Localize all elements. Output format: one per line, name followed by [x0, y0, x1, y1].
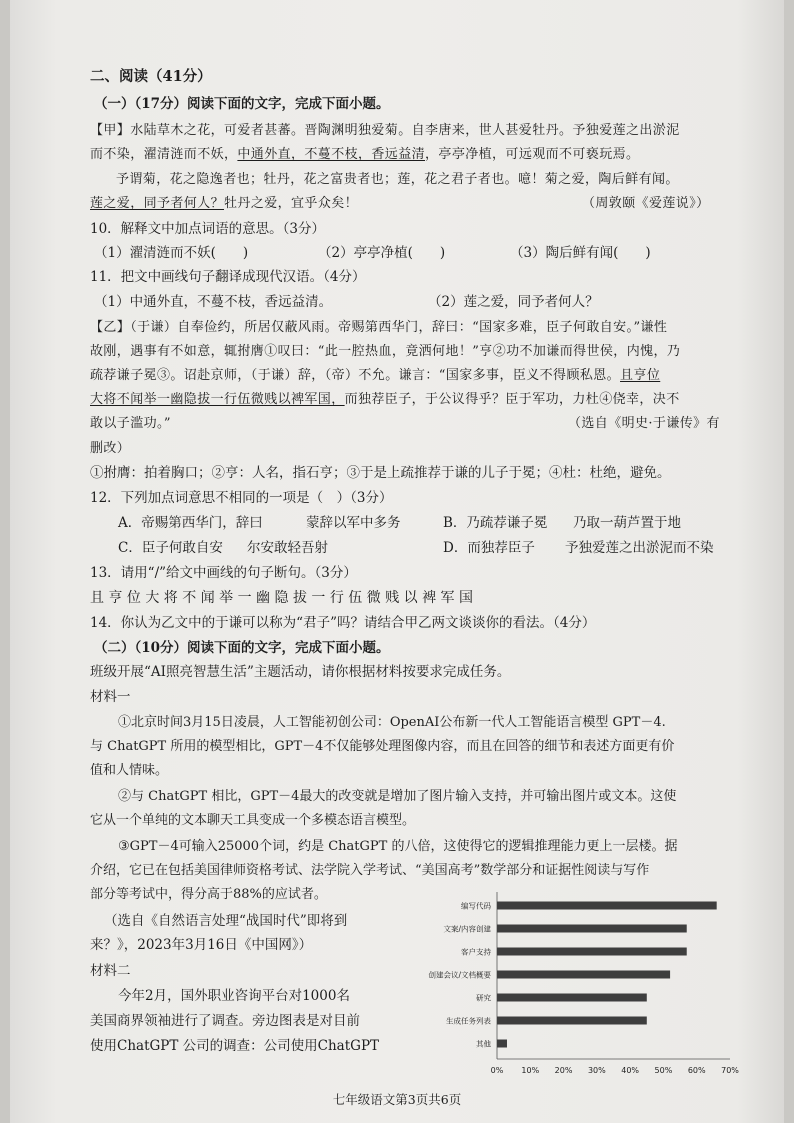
- yi-line-5: 敢以子滥功。”: [90, 416, 171, 431]
- m1-p1-line-3: 值和人情味。: [90, 763, 169, 778]
- yi-line-6: 删改）: [90, 441, 131, 456]
- usage-bar-chart: [405, 888, 750, 1073]
- yi-line-4: 大将不闻举一幽隐拔一行伍微贱以裨军国，而独荐臣子，于公议得乎？臣于军功，力杜④侥幸，决不: [90, 392, 680, 407]
- q12-option-c-2: 尔安敢轻吾射: [247, 540, 328, 556]
- m1-p2-line-1: ②与 ChatGPT 相比，GPT－4最大的改变就是增加了图片输入支持，并可输出图片或文本。这使: [118, 789, 677, 804]
- q11-item-2: （2）莲之爱，同予者何人？: [428, 294, 599, 310]
- m1-p3-line-2: 介绍，它已在包括美国律师资格考试、法学院入学考试、“美国高考”数学部分和证据性阅读与写作: [90, 863, 650, 878]
- chart-bar: [497, 1017, 647, 1025]
- page-footer: 七年级语文第3页共6页: [332, 1092, 462, 1107]
- q10-item-3: （3）陶后鲜有闻( ): [510, 245, 651, 261]
- jia-underlined-sentence-1: 中通外直，不蔓不枝，香远益清: [237, 147, 426, 162]
- question-14: 14．你认为乙文中的于谦可以称为“君子”吗？请结合甲乙两文谈谈你的看法。（4分）: [90, 615, 596, 631]
- q10-item-1: （1）濯清涟而不妖( ): [94, 245, 249, 261]
- q12-option-d-2: 予独爱莲之出淤泥而不染: [565, 540, 714, 556]
- m1-p2-line-2: 它从一个单纯的文本聊天工具变成一个多模态语言模型。: [90, 813, 416, 828]
- m1-p1-line-2: 与 ChatGPT 所用的模型相比，GPT－4不仅能够处理图像内容，而且在回答的细节和表述方面更有价: [90, 739, 675, 754]
- jia-line-1: 【甲】水陆草木之花，可爱者甚蕃。晋陶渊明独爱菊。自李唐来，世人甚爱牡丹。予独爱莲之出淤泥: [90, 123, 680, 138]
- m1-p3-line-3: 部分等考试中，得分高于88%的应试者。: [90, 887, 327, 902]
- q13-sentence: 且 亨 位 大 将 不 闻 举 一 幽 隐 拔 一 行 伍 微 贱 以 裨 军 国: [90, 590, 474, 606]
- m2-line-3: 使用ChatGPT 公司的调查：公司使用ChatGPT: [90, 1038, 380, 1054]
- q12-option-a-2: 蒙辞以军中多务: [306, 515, 401, 531]
- m1-p3-line-1: ③GPT－4可输入25000个词，约是 ChatGPT 的八倍，这使得它的逻辑推理能力更上一层楼。据: [118, 839, 678, 854]
- chart-category-label: 客户支持: [461, 947, 491, 957]
- yi-underlined-start: 且亨位: [620, 368, 661, 383]
- part2-intro: 班级开展“AI照亮智慧生活”主题活动，请你根据材料按要求完成任务。: [90, 664, 511, 680]
- question-12: 12．下列加点词意思不相同的一项是（ ）（3分）: [90, 490, 393, 506]
- jia-line-2: 而不染，濯清涟而不妖，中通外直，不蔓不枝，香远益清，亭亭净植，可远观而不可亵玩焉。: [90, 147, 640, 162]
- chart-bar: [497, 971, 670, 979]
- chart-bar: [497, 948, 687, 956]
- chart-bar: [497, 1040, 507, 1048]
- jia-line-4: 莲之爱，同予者何人？牡丹之爱，宜乎众矣！: [90, 196, 359, 211]
- q12-option-d-1: D．而独荐臣子: [443, 540, 535, 556]
- question-13: 13．请用“/”给文中画线的句子断句。（3分）: [90, 565, 357, 581]
- chart-category-label: 研究: [476, 993, 491, 1003]
- m1-source-line-1: （选自《自然语言处理“战国时代”即将到: [104, 913, 348, 929]
- chart-bar: [497, 902, 717, 910]
- chart-category-label: 编写代码: [461, 901, 491, 911]
- question-10: 10．解释文中加点词语的意思。（3分）: [90, 221, 326, 237]
- chart-x-tick-label: 30%: [587, 1066, 606, 1073]
- chart-category-label: 生成任务列表: [446, 1016, 491, 1026]
- material-1-title: 材料一: [90, 689, 131, 705]
- part2-heading: （二）（10分）阅读下面的文字，完成下面小题。: [94, 640, 390, 656]
- m2-line-1: 今年2月，国外职业咨询平台对1000名: [118, 988, 350, 1004]
- annotations: ①拊膺：拍着胸口；②亨：人名，指石亨；③于是上疏推荐于谦的儿子于冕；④杜：杜绝，避免。: [90, 465, 671, 481]
- yi-underlined-sentence: 大将不闻举一幽隐拔一行伍微贱以裨军国，: [90, 392, 345, 407]
- chart-x-tick-label: 0%: [490, 1066, 504, 1073]
- yi-source: （选自《明史·于谦传》有: [568, 416, 720, 431]
- chart-x-tick-label: 50%: [654, 1066, 673, 1073]
- chart-category-label: 文案/内容创建: [443, 924, 491, 934]
- m1-source-line-2: 来？》，2023年3月16日《中国网》）: [90, 937, 313, 953]
- chart-bar: [497, 994, 647, 1002]
- m1-p1-line-1: ①北京时间3月15日凌晨，人工智能初创公司：OpenAI公布新一代人工智能语言模型 GPT－4.: [118, 715, 666, 730]
- yi-line-2: 故刚，遇事有不如意，辄拊膺①叹曰：“此一腔热血，竟洒何地！”亨②功不加谦而得世侯，内愧，乃: [90, 344, 681, 359]
- q10-item-2: （2）亭亭净植( ): [318, 245, 446, 261]
- section-title: 二、阅读（41分）: [90, 68, 212, 85]
- part1-heading: （一）（17分）阅读下面的文字，完成下面小题。: [94, 96, 390, 112]
- chart-bar: [497, 925, 687, 933]
- q12-option-b-2: 乃取一葫芦置于地: [573, 515, 681, 531]
- q12-option-b-1: B．乃疏荐谦子冕: [443, 515, 548, 531]
- yi-line-1: 【乙】（于谦）自奉俭约，所居仅蔽风雨。帝赐第西华门，辞曰：“国家多难，臣子何敢自安。”谦性: [90, 320, 668, 335]
- yi-line-3: 疏荐谦子冕③。诏赴京师，（于谦）辞，（帝）不允。谦言：“国家多事，臣义不得顾私恩。且亨位: [90, 368, 661, 383]
- chart-category-label: 其他: [476, 1039, 491, 1049]
- material-2-title: 材料二: [90, 963, 131, 979]
- chart-x-tick-label: 20%: [554, 1066, 573, 1073]
- jia-line-3: 予谓菊，花之隐逸者也；牡丹，花之富贵者也；莲，花之君子者也。噫！菊之爱，陶后鲜有闻。: [116, 172, 679, 187]
- question-11: 11．把文中画线句子翻译成现代汉语。（4分）: [90, 269, 366, 285]
- chart-x-tick-label: 60%: [687, 1066, 706, 1073]
- m2-line-2: 美国商界领袖进行了调查。旁边图表是对目前: [90, 1013, 360, 1029]
- q12-option-c-1: C．臣子何敢自安: [118, 540, 223, 556]
- chart-x-tick-label: 70%: [721, 1066, 739, 1073]
- jia-underlined-sentence-2: 莲之爱，同予者何人？: [90, 196, 225, 211]
- q12-option-a-1: A．帝赐第西华门，辞曰: [118, 515, 263, 531]
- chart-x-tick-label: 40%: [621, 1066, 640, 1073]
- jia-source: （周敦颐《爱莲说》）: [582, 196, 710, 211]
- q11-item-1: （1）中通外直，不蔓不枝，香远益清。: [94, 294, 333, 310]
- chart-x-tick-label: 10%: [521, 1066, 540, 1073]
- chart-category-label: 创建会议/文档概要: [428, 970, 491, 980]
